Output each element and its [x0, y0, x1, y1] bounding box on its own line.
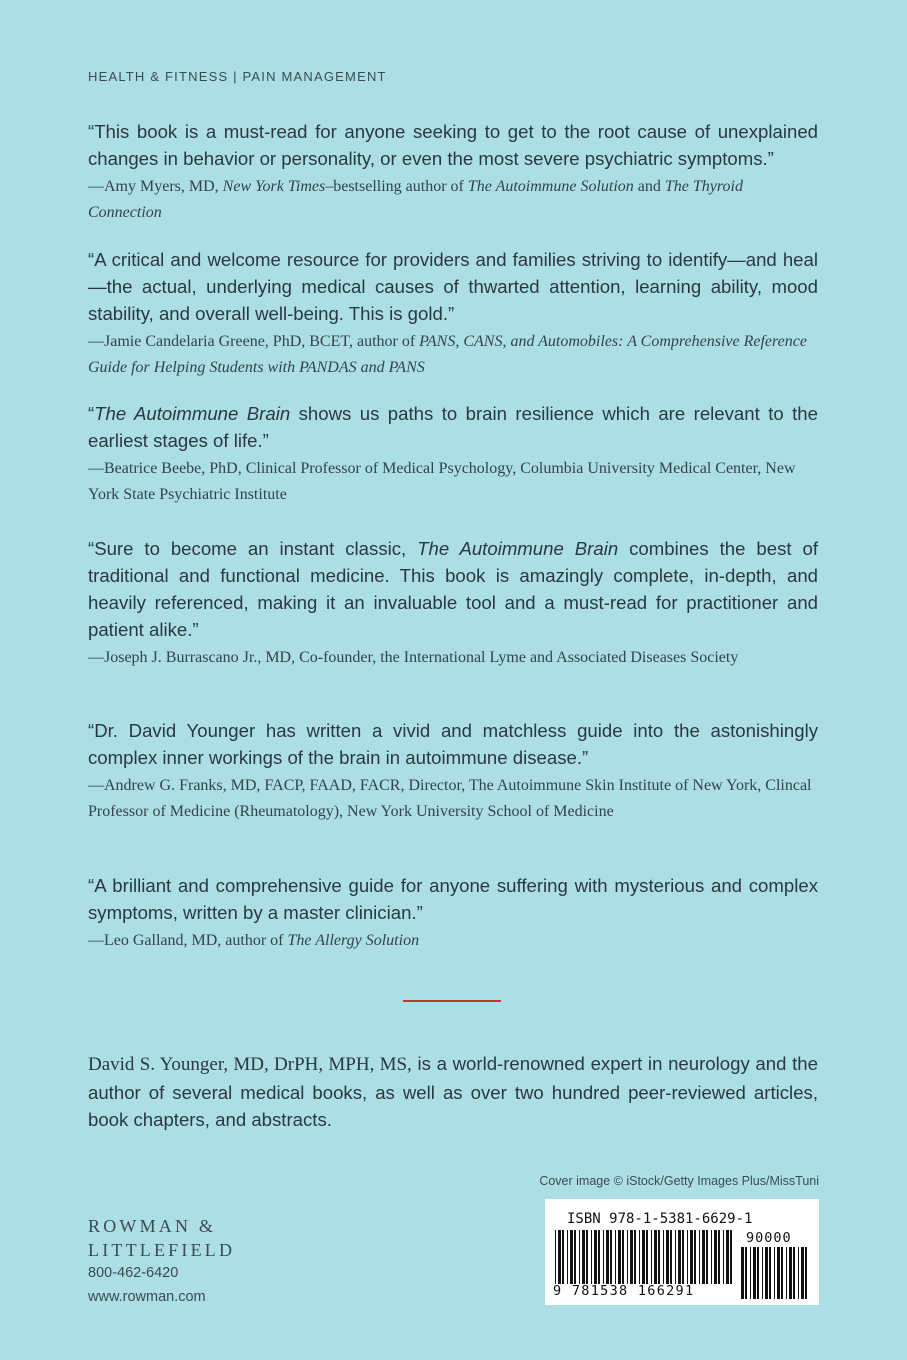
ean-barcode-bars: [555, 1230, 735, 1284]
barcode-bar: [702, 1230, 705, 1284]
blurb-attribution: —Amy Myers, MD, New York Times–bestselling author of The Autoimmune Solution and The Thyroid Connection: [88, 178, 743, 221]
publisher-phone: 800-462-6420: [88, 1265, 179, 1281]
barcode-bar: [762, 1247, 763, 1299]
barcode-bar: [603, 1230, 604, 1284]
barcode-bar: [591, 1230, 592, 1284]
red-divider: [403, 1000, 501, 1002]
barcode-bar: [555, 1230, 556, 1284]
barcode-bar: [622, 1230, 624, 1284]
barcode-bar: [651, 1230, 652, 1284]
publisher-logo: [88, 1214, 235, 1262]
barcode-bar: [777, 1247, 780, 1299]
barcode-bar: [558, 1230, 561, 1284]
category-label: HEALTH & FITNESS | PAIN MANAGEMENT: [88, 69, 387, 84]
barcode-bar: [567, 1230, 568, 1284]
blurb-text: “The Autoimmune Brain shows us paths to brain resilience which are relevant to the earliest stages of life.”: [88, 403, 818, 451]
ean-digits: 9 781538 166291: [553, 1283, 695, 1299]
barcode-bar: [711, 1230, 712, 1284]
barcode-bar: [714, 1230, 717, 1284]
barcode-bar: [658, 1230, 660, 1284]
barcode-bar: [793, 1247, 795, 1299]
blurb-attribution: —Joseph J. Burrascano Jr., MD, Co-founder, the International Lyme and Associated Diseases Society: [88, 649, 739, 666]
blurb-attribution: —Andrew G. Franks, MD, FACP, FAAD, FACR, Director, The Autoimmune Skin Institute of New York, Clincal Professor of Medicine (Rheumatology), New York University School of Medicine: [88, 777, 812, 820]
barcode-bar: [757, 1247, 759, 1299]
barcode-bar: [699, 1230, 700, 1284]
author-bio: David S. Younger, MD, DrPH, MPH, MS, is a world-renowned expert in neurology and the author of several medical books, as well as over two hundred peer-reviewed articles, book chapters, and abstracts.: [88, 1053, 818, 1130]
barcode-bar: [753, 1247, 756, 1299]
publisher-logo-line-1: ROWMAN &: [88, 1216, 217, 1236]
barcode-bar: [769, 1247, 771, 1299]
barcode-bar: [730, 1230, 732, 1284]
barcode-bar: [781, 1247, 783, 1299]
barcode-bar: [789, 1247, 792, 1299]
barcode-bar: [618, 1230, 621, 1284]
barcode-bar: [675, 1230, 676, 1284]
barcode-bar: [682, 1230, 684, 1284]
barcode-bar: [586, 1230, 588, 1284]
publisher-logo-line-2: LITTLEFIELD: [88, 1240, 236, 1260]
barcode-bar: [630, 1230, 633, 1284]
barcode-bar: [670, 1230, 672, 1284]
barcode-bar: [606, 1230, 609, 1284]
barcode-bar: [741, 1247, 744, 1299]
barcode-bar: [642, 1230, 645, 1284]
barcode-bar: [718, 1230, 720, 1284]
price-addon-bars: [741, 1247, 811, 1299]
barcode-bar: [745, 1247, 747, 1299]
barcode-bar: [663, 1230, 664, 1284]
barcode-bar: [610, 1230, 612, 1284]
publisher-website: www.rowman.com: [88, 1289, 206, 1305]
barcode-bar: [694, 1230, 696, 1284]
barcode-bar: [579, 1230, 580, 1284]
barcode-bar: [798, 1247, 799, 1299]
blurb-text: “Sure to become an instant classic, The Autoimmune Brain combines the best of traditional and functional medicine. This book is amazingly complete, in-depth, and heavily referenced, making it an invaluable tool and a must-read for practitioner and patient alike.”: [88, 538, 818, 640]
barcode-bar: [598, 1230, 600, 1284]
barcode-bar: [726, 1230, 729, 1284]
barcode-bar: [582, 1230, 585, 1284]
price-code: 90000: [746, 1230, 792, 1246]
barcode-bar: [594, 1230, 597, 1284]
barcode-bar: [654, 1230, 657, 1284]
blurb-1: [88, 118, 818, 225]
blurb-text: “Dr. David Younger has written a vivid and matchless guide into the astonishingly complex inner workings of the brain in autoimmune disease.”: [88, 720, 818, 768]
barcode-bar: [639, 1230, 640, 1284]
barcode-bar: [574, 1230, 576, 1284]
barcode-bar: [570, 1230, 573, 1284]
barcode-bar: [765, 1247, 768, 1299]
barcode-bar: [801, 1247, 804, 1299]
barcode-bar: [786, 1247, 787, 1299]
barcode-bar: [615, 1230, 616, 1284]
blurb-attribution: —Leo Galland, MD, author of The Allergy Solution: [88, 932, 420, 949]
isbn-label: ISBN 978-1-5381-6629-1: [567, 1211, 753, 1227]
author-name: David S. Younger, MD, DrPH, MPH, MS,: [88, 1054, 412, 1075]
barcode-bar: [562, 1230, 564, 1284]
blurb-text: “This book is a must-read for anyone seeking to get to the root cause of unexplained changes in behavior or personality, or even the most severe psychiatric symptoms.”: [88, 121, 818, 169]
barcode-bar: [678, 1230, 681, 1284]
blurb-6: [88, 872, 818, 954]
barcode-bar: [690, 1230, 693, 1284]
blurb-text: “A brilliant and comprehensive guide for anyone suffering with mysterious and complex symptoms, written by a master clinician.”: [88, 875, 818, 923]
isbn-barcode: [545, 1199, 819, 1305]
barcode-bar: [627, 1230, 628, 1284]
barcode-bar: [706, 1230, 708, 1284]
barcode-bar: [750, 1247, 751, 1299]
barcode-bar: [687, 1230, 688, 1284]
blurb-4: [88, 535, 818, 671]
barcode-bar: [774, 1247, 775, 1299]
blurb-2: [88, 246, 818, 380]
cover-image-credit: Cover image © iStock/Getty Images Plus/MissTuni: [539, 1174, 819, 1188]
barcode-bar: [723, 1230, 724, 1284]
blurb-3: [88, 400, 818, 507]
barcode-bar: [805, 1247, 807, 1299]
blurb-attribution: —Jamie Candelaria Greene, PhD, BCET, author of PANS, CANS, and Automobiles: A Comprehensive Reference Guide for Helping Students with PANDAS and PANS: [88, 333, 807, 376]
blurb-5: [88, 717, 818, 824]
blurb-text: “A critical and welcome resource for providers and families striving to identify—and heal—the actual, underlying medical causes of thwarted attention, learning ability, mood stability, and overall well-being. This is gold.”: [88, 249, 818, 324]
blurb-attribution: —Beatrice Beebe, PhD, Clinical Professor of Medical Psychology, Columbia University Medical Center, New York State Psychiatric Institute: [88, 460, 796, 503]
barcode-bar: [646, 1230, 648, 1284]
barcode-bar: [666, 1230, 669, 1284]
barcode-bar: [634, 1230, 636, 1284]
